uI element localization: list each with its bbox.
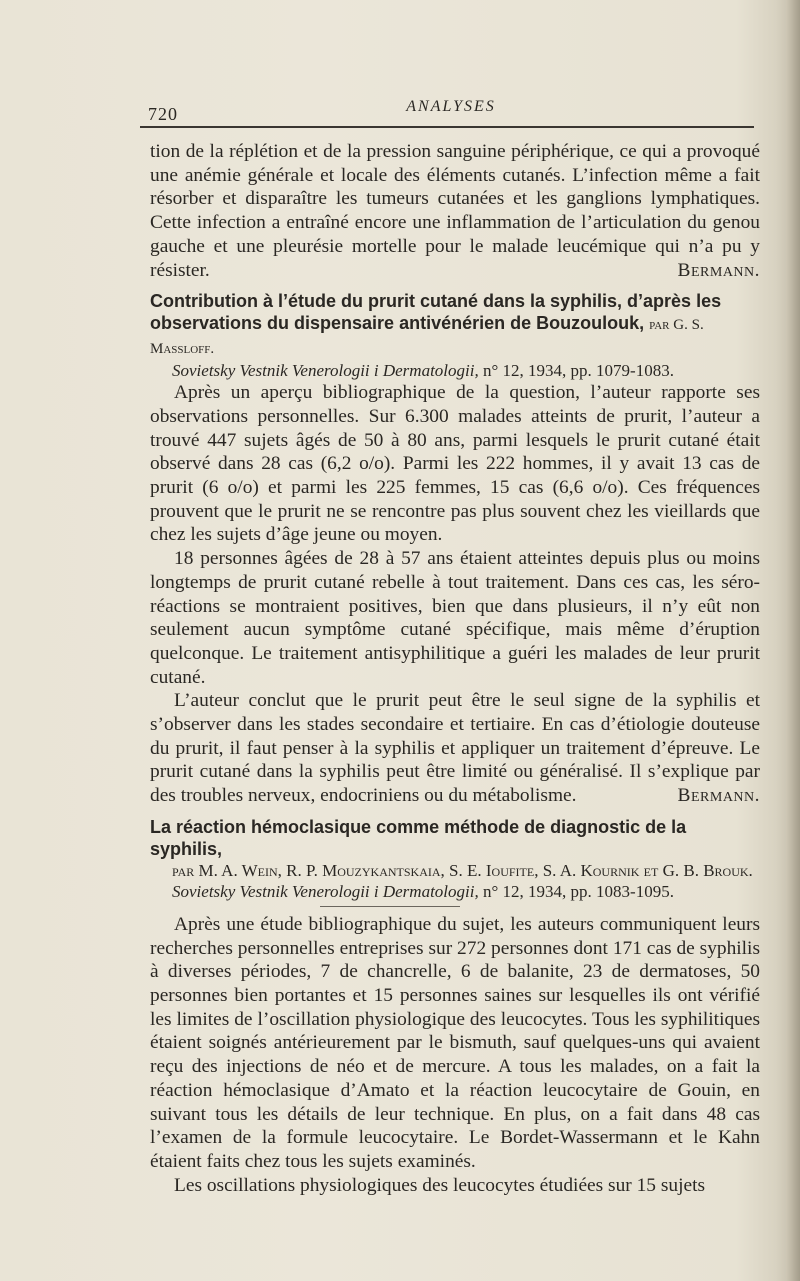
article-2-journal: Sovietsky Vestnik Venerologii i Dermatologii, xyxy=(172,881,479,901)
running-title: ANALYSES xyxy=(406,98,496,115)
article-1-heading xyxy=(150,290,760,360)
article-1 xyxy=(150,290,760,808)
article-2-title: La réaction hémoclasique comme méthode de diagnostic de la syphilis, xyxy=(150,816,687,859)
article-2-paragraph-1: Après une étude bibliographique du sujet, les auteurs communiquent leurs recherches personnelles entreprises sur 272 personnes dont 171 cas de syphilis à diverses périodes, 7 de chancrelle, 6 de balanite, 23 de dermatoses, 50 personnes bien portantes et 15 personnes saines sur lesquelles ils ont vérifié les limites de l’oscillation physiologique des leucocytes. Tous les syphilitiques étaient soignés antérieurement par le bismuth, sauf quelques-uns qui avaient reçu des injections de néo et de mercure. A tous les malades, on a fait la réaction hémoclasique d’Amato et la réaction leucocytaire de Gouin, en suivant tous les détails de leur technique. En plus, on a fait dans 48 cas l’examen de la formule leucocytaire. Le Bordet-Wassermann et le Kahn étaient faits chez tous les sujets examinés. xyxy=(150,913,760,1172)
article-1-paragraph-1: Après un aperçu bibliographique de la question, l’auteur rapporte ses observations personnelles. Sur 6.300 malades atteints de prurit, l’auteur a trouvé 447 sujets âgés de 50 à 80 ans, parmi lesquels le prurit cutané était observé dans 28 cas (6,2 o/o). Parmi les 222 hommes, il y avait 13 cas de prurit (6 o/o) et parmi les 225 femmes, 15 cas (6,6 o/o). Ces fréquences prouvent que le prurit ne se rencontre pas plus souvent chez les vieillards que chez les sujets d’âge jeune ou moyen. xyxy=(150,382,760,546)
citation-underline xyxy=(320,906,460,907)
page-body xyxy=(150,140,760,1197)
article-1-author: par G. S. Massloff. xyxy=(150,317,704,358)
page-number: 720 xyxy=(148,104,178,124)
intro-text: tion de la réplétion et de la pression sanguine périphérique, ce qui a provoqué une anémie générale et locale des éléments cutanés. L’infection même a fait résorber et disparaître les tumeurs cutanées et les ganglions lymphatiques. Cette infection a entraîné encore une inflammation de l’articulation du genou gauche et une pleurésie mortelle pour le malade leucémique qui n’a pu y résister. xyxy=(150,141,760,281)
page-edge-shadow xyxy=(786,0,800,1281)
header-rule xyxy=(140,126,754,128)
article-1-paragraph-2: 18 personnes âgées de 28 à 57 ans étaient atteintes depuis plus ou moins longtemps de prurit cutané rebelle à tout traitement. Dans ces cas, les séro-réactions se montraient positives, bien que dans plusieurs, il n’y eût non seulement aucun symptôme cutané spécifique, mais même d’éruption quelconque. Le traitement antisyphilitique a guéri les malades de leur prurit cutané. xyxy=(150,548,760,688)
intro-signature-line xyxy=(150,259,760,283)
article-1-citation xyxy=(150,360,760,381)
article-1-details: n° 12, 1934, pp. 1079-1083. xyxy=(482,361,674,381)
article-2 xyxy=(150,816,760,1197)
article-2-details: n° 12, 1934, pp. 1083-1095. xyxy=(482,881,674,901)
intro-signature: Bermann. xyxy=(677,259,760,281)
page-header xyxy=(148,96,754,126)
article-1-journal: Sovietsky Vestnik Venerologii i Dermatologii, xyxy=(172,361,479,381)
article-1-paragraph-3: L’auteur conclut que le prurit peut être le seul signe de la syphilis et s’observer dans les stades secondaire et tertiaire. En cas d’étiologie douteuse du prurit, il faut penser à la syphilis et appliquer un traitement d’épreuve. Le prurit cutané dans la syphilis peut être limité ou généralisé. Il s’explique par des troubles nerveux, endocriniens ou du métabolisme. xyxy=(150,690,760,807)
article-2-author: par M. A. Wein, R. P. Mouzykantskaia, S. E. Ioufite, S. A. Kournik et G. B. Brouk. xyxy=(172,860,753,880)
article-1-signature: Bermann. xyxy=(677,785,760,807)
article-2-citation xyxy=(150,860,760,902)
article-2-paragraph-2: Les oscillations physiologiques des leucocytes étudiées sur 15 sujets xyxy=(174,1174,705,1196)
article-2-heading xyxy=(150,816,760,860)
article-1-title: Contribution à l’étude du prurit cutané dans la syphilis, d’après les observations du dispensaire antivénérien de Bouzoulouk, xyxy=(150,291,722,334)
